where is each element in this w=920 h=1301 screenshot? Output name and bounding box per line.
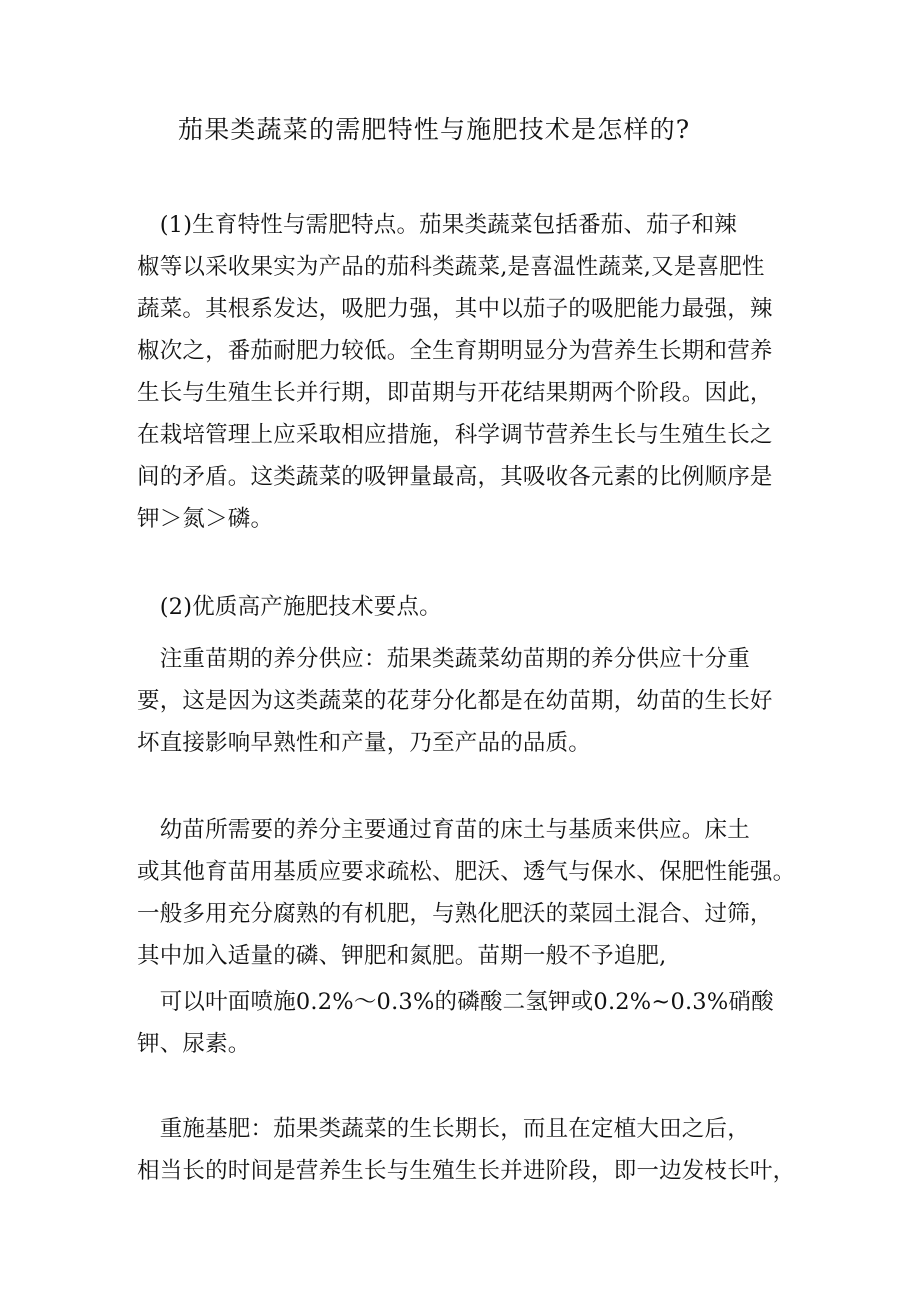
- text-line: 要，这是因为这类蔬菜的花芽分化都是在幼苗期，幼苗的生长好: [137, 688, 773, 714]
- text-line: (2)优质高产施肥技术要点。: [137, 594, 442, 620]
- paragraph-seedbed-substrate: [137, 809, 796, 977]
- text-line: 间的矛盾。这类蔬菜的吸钾量最高，其吸收各元素的比例顺序是: [137, 464, 773, 490]
- paragraph-seedling-nutrition: [137, 638, 793, 764]
- text-line: 坏直接影响早熟性和产量，乃至产品的品质。: [137, 730, 592, 756]
- text-line: 一般多用充分腐熟的有机肥，与熟化肥沃的菜园土混合、过筛，: [137, 901, 773, 927]
- text-line: 生长与生殖生长并行期，即苗期与开花结果期两个阶段。因此，: [137, 380, 773, 406]
- text-line: 或其他育苗用基质应要求疏松、肥沃、透气与保水、保肥性能强。: [137, 859, 796, 885]
- paragraph-growth-characteristics: [137, 204, 793, 540]
- text-line: 椒次之，番茄耐肥力较低。全生育期明显分为营养生长期和营养: [137, 338, 773, 364]
- text-line: 相当长的时间是营养生长与生殖生长并进阶段，即一边发枝长叶，: [137, 1158, 796, 1184]
- text-line: 重施基肥：茄果类蔬菜的生长期长，而且在定植大田之后，: [137, 1116, 750, 1142]
- text-line: 其中加入适量的磷、钾肥和氮肥。苗期一般不予追肥,: [137, 943, 667, 969]
- text-line: 钾、尿素。: [137, 1031, 251, 1057]
- text-line: 注重苗期的养分供应：茄果类蔬菜幼苗期的养分供应十分重: [137, 646, 750, 672]
- document-title: 茄果类蔬菜的需肥特性与施肥技术是怎样的?: [178, 115, 691, 144]
- text-line: 可以叶面喷施0.2%～0.3%的磷酸二氢钾或0.2%~0.3%硝酸: [137, 989, 774, 1015]
- text-line: (1)生育特性与需肥特点。茄果类蔬菜包括番茄、茄子和辣: [137, 212, 737, 238]
- text-line: 在栽培管理上应采取相应措施，科学调节营养生长与生殖生长之: [137, 422, 773, 448]
- paragraph-base-fertilizer: [137, 1108, 796, 1192]
- paragraph-foliar-spray: [137, 981, 793, 1065]
- text-line: 钾＞氮＞磷。: [137, 506, 274, 532]
- text-line: 椒等以采收果实为产品的茄科类蔬菜,是喜温性蔬菜,又是喜肥性: [137, 254, 765, 280]
- text-line: 幼苗所需要的养分主要通过育苗的床土与基质来供应。床土: [137, 817, 750, 843]
- paragraph-fertilization-points: [137, 586, 793, 628]
- text-line: 蔬菜。其根系发达，吸肥力强，其中以茄子的吸肥能力最强，辣: [137, 296, 773, 322]
